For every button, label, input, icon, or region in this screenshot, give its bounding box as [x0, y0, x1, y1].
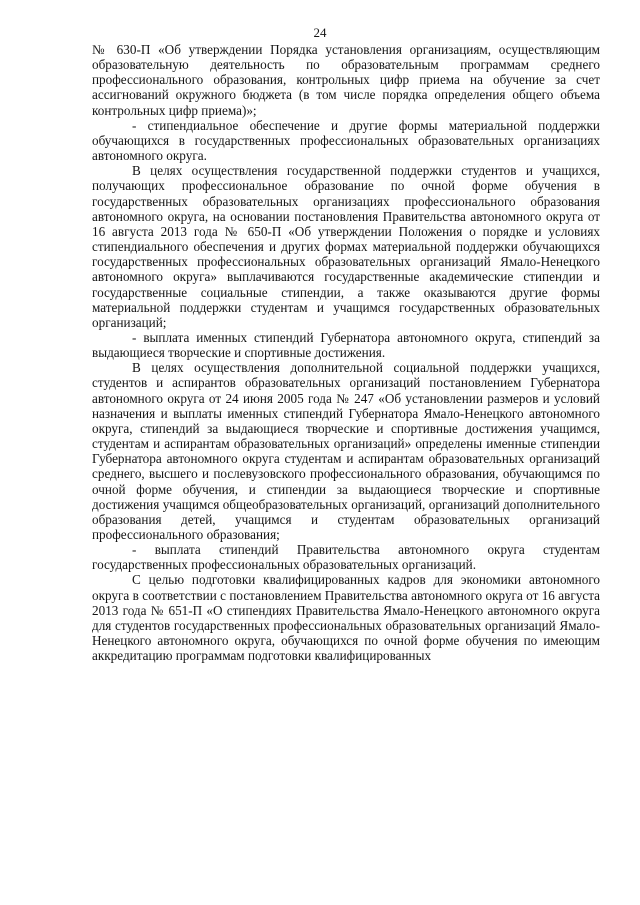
paragraph-additional-social-support: В целях осуществления дополнительной социальной поддержки учащихся, студентов и аспирантов образовательных организаций постановлением Губернатора автономного округа от 24 июня 2005 года № 247 «Об установлении размеров и условий назначения и выплаты именных стипендий Губернатора Ямало-Ненецкого автономного округа, стипендий за выдающиеся творческие и спортивные достижения учащимся, студентам и аспирантам образовательных организаций» определены именные стипендии Губернатора автономного округа студентам и аспирантам образовательных организаций среднего, высшего и послевузовского профессионального образования, обучающимся по очной форме обучения, и стипендии за выдающиеся творческие и спортивные достижения учащимся общеобразовательных организаций, организаций дополнительного образования детей, учащимся и студентам образовательных организаций профессионального образования; — [92, 360, 600, 542]
paragraph-bullet-government-stipends: - выплата стипендий Правительства автономного округа студентам государственных профессиональных образовательных организаций. — [92, 542, 600, 573]
paragraph-continuation-decree-630: № 630-П «Об утверждении Порядка установления организациям, осуществляющим образовательную деятельность по образовательным программам среднего профессионального образования, контрольных цифр приема на обучение за счет ассигнований окружного бюджета (в том числе порядка определения общего объема контрольных цифр приема)»; — [92, 42, 600, 118]
paragraph-bullet-stipend-support: - стипендиальное обеспечение и другие формы материальной поддержки обучающихся в государственных профессиональных образовательных организациях автономного округа. — [92, 117, 600, 164]
document-body — [92, 42, 600, 663]
paragraph-qualified-personnel: С целью подготовки квалифицированных кадров для экономики автономного округа в соответствии с постановлением Правительства автономного округа от 16 августа 2013 года № 651-П «О стипендиях Правительства Ямало-Ненецкого автономного округа для студентов государственных профессиональных образовательных организаций Ямало-Ненецкого автономного округа, обучающихся по очной форме обучения по имеющим аккредитацию программам подготовки квалифицированных — [92, 572, 600, 664]
paragraph-bullet-governor-stipends: - выплата именных стипендий Губернатора автономного округа, стипендий за выдающиеся творческие и спортивные достижения. — [92, 329, 600, 361]
paragraph-state-support-students: В целях осуществления государственной поддержки студентов и учащихся, получающих профессиональное образование по очной форме обучения в государственных образовательных организациях профессионального образования автономного округа, на основании постановления Правительства автономного округа от 16 августа 2013 года № 650-П «Об утверждении Положения о порядке и условиях стипендиального обеспечения и других формах материальной поддержки обучающихся государственных профессиональных образовательных организаций Ямало-Ненецкого автономного округа» выплачиваются государственные академические стипендии и государственные социальные стипендии, а также оказываются другие формы материальной поддержки студентам и учащимся государственных образовательных организаций; — [92, 163, 600, 330]
page-number: 24 — [313, 25, 327, 40]
